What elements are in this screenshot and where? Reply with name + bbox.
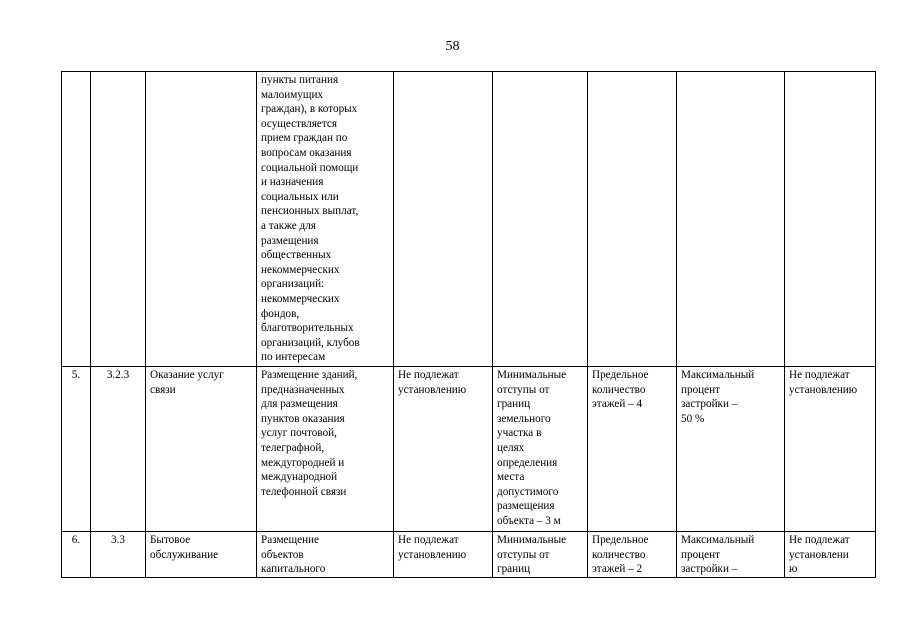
description-cell xyxy=(257,532,394,578)
cell-text-line: границ xyxy=(497,398,531,411)
col9-cell xyxy=(785,367,876,532)
cell-text-line: Предельное xyxy=(592,534,649,546)
cell-text-line: услуг почтовой, xyxy=(261,427,337,440)
cell-text-line: некоммерческих xyxy=(261,263,340,276)
cell-text-line: количество xyxy=(592,548,646,561)
cell-text-line: Минимальные xyxy=(497,534,567,546)
col7-cell xyxy=(588,532,677,578)
cell-text-line: ю xyxy=(789,563,798,576)
cell-text-line: благотворительных xyxy=(261,322,354,335)
cell-text-line: прием граждан по xyxy=(261,132,348,145)
col6-cell xyxy=(493,532,588,578)
cell-text-line: связи xyxy=(150,383,176,396)
cell-text-line: установлению xyxy=(398,548,467,561)
cell-text-line: общественных xyxy=(261,249,332,262)
row-number-cell: 6. xyxy=(62,532,91,578)
cell-text-line: Не подлежат xyxy=(789,369,850,381)
regulations-table xyxy=(61,71,876,578)
cell-text-line: этажей – 4 xyxy=(592,398,643,411)
cell-text-line: установлени xyxy=(789,548,849,561)
cell-text-line: организаций, клубов xyxy=(261,336,360,349)
col7-cell xyxy=(588,72,677,367)
cell-text-line: пунктов оказания xyxy=(261,412,345,425)
cell-text-line: размещения xyxy=(497,500,555,513)
name-cell xyxy=(146,532,257,578)
cell-text-line: объектов xyxy=(261,548,304,561)
cell-text-line: пункты питания xyxy=(261,74,339,86)
col5-cell xyxy=(394,72,493,367)
table-row xyxy=(62,367,876,532)
cell-text-line: объекта – 3 м xyxy=(497,514,561,527)
cell-text-line: некоммерческих xyxy=(261,292,340,305)
col9-cell xyxy=(785,72,876,367)
cell-text-line: определения xyxy=(497,456,558,469)
col6-cell xyxy=(493,72,588,367)
cell-text-line: организаций: xyxy=(261,278,325,291)
cell-text-line: предназначенных xyxy=(261,383,345,396)
col5-cell xyxy=(394,367,493,532)
cell-text-line: граждан), в которых xyxy=(261,103,358,116)
cell-text-line: социальных или xyxy=(261,190,339,203)
name-cell xyxy=(146,367,257,532)
row-number-cell: 5. xyxy=(62,367,91,532)
col8-cell xyxy=(677,532,785,578)
cell-text-line: Максимальный xyxy=(681,534,755,546)
cell-text-line: Минимальные xyxy=(497,369,567,381)
cell-text-line: застройки – xyxy=(681,563,738,576)
cell-text-line: капитального xyxy=(261,563,326,576)
cell-text-line: фондов, xyxy=(261,307,300,320)
cell-text-line: Не подлежат xyxy=(789,534,850,546)
table-row xyxy=(62,72,876,367)
row-number-cell xyxy=(62,72,91,367)
description-cell xyxy=(257,367,394,532)
cell-text-line: осуществляется xyxy=(261,117,337,130)
cell-text-line: допустимого xyxy=(497,485,559,498)
cell-text-line: международной xyxy=(261,471,338,484)
code-cell: 3.3 xyxy=(91,532,146,578)
col6-cell xyxy=(493,367,588,532)
cell-text-line: земельного xyxy=(497,412,551,425)
cell-text-line: процент xyxy=(681,383,721,396)
cell-text-line: для размещения xyxy=(261,398,338,411)
code-cell: 3.2.3 xyxy=(91,367,146,532)
cell-text-line: размещения xyxy=(261,234,319,247)
cell-text-line: количество xyxy=(592,383,646,396)
cell-text-line: и назначения xyxy=(261,176,324,189)
cell-text-line: установлению xyxy=(789,383,858,396)
cell-text-line: вопросам оказания xyxy=(261,146,352,159)
cell-text-line: Предельное xyxy=(592,369,649,381)
cell-text-line: отступы от xyxy=(497,383,550,396)
cell-text-line: междугородней и xyxy=(261,456,345,469)
cell-text-line: процент xyxy=(681,548,721,561)
col9-cell xyxy=(785,532,876,578)
col8-cell xyxy=(677,72,785,367)
cell-text-line: Размещение зданий, xyxy=(261,369,358,381)
cell-text-line: телефонной связи xyxy=(261,485,347,498)
page-number: 58 xyxy=(445,39,460,54)
cell-text-line: границ xyxy=(497,563,531,576)
cell-text-line: Оказание услуг xyxy=(150,369,224,381)
cell-text-line: отступы от xyxy=(497,548,550,561)
cell-text-line: целях xyxy=(497,441,525,454)
cell-text-line: Не подлежат xyxy=(398,534,459,546)
cell-text-line: пенсионных выплат, xyxy=(261,205,359,218)
cell-text-line: Не подлежат xyxy=(398,369,459,381)
cell-text-line: а также для xyxy=(261,219,316,232)
cell-text-line: участка в xyxy=(497,427,542,440)
col8-cell xyxy=(677,367,785,532)
col5-cell xyxy=(394,532,493,578)
cell-text-line: установлению xyxy=(398,383,467,396)
cell-text-line: Максимальный xyxy=(681,369,755,381)
name-cell xyxy=(146,72,257,367)
cell-text-line: места xyxy=(497,471,525,484)
cell-text-line: Размещение xyxy=(261,534,320,546)
cell-text-line: социальной помощи xyxy=(261,161,359,174)
cell-text-line: Бытовое xyxy=(150,534,191,546)
cell-text-line: 50 % xyxy=(681,412,705,425)
cell-text-line: застройки – xyxy=(681,398,738,411)
table-row xyxy=(62,532,876,578)
description-cell xyxy=(257,72,394,367)
cell-text-line: этажей – 2 xyxy=(592,563,643,576)
cell-text-line: телеграфной, xyxy=(261,441,325,454)
cell-text-line: обслуживание xyxy=(150,548,219,561)
col7-cell xyxy=(588,367,677,532)
cell-text-line: по интересам xyxy=(261,351,326,364)
cell-text-line: малоимущих xyxy=(261,88,324,101)
code-cell xyxy=(91,72,146,367)
